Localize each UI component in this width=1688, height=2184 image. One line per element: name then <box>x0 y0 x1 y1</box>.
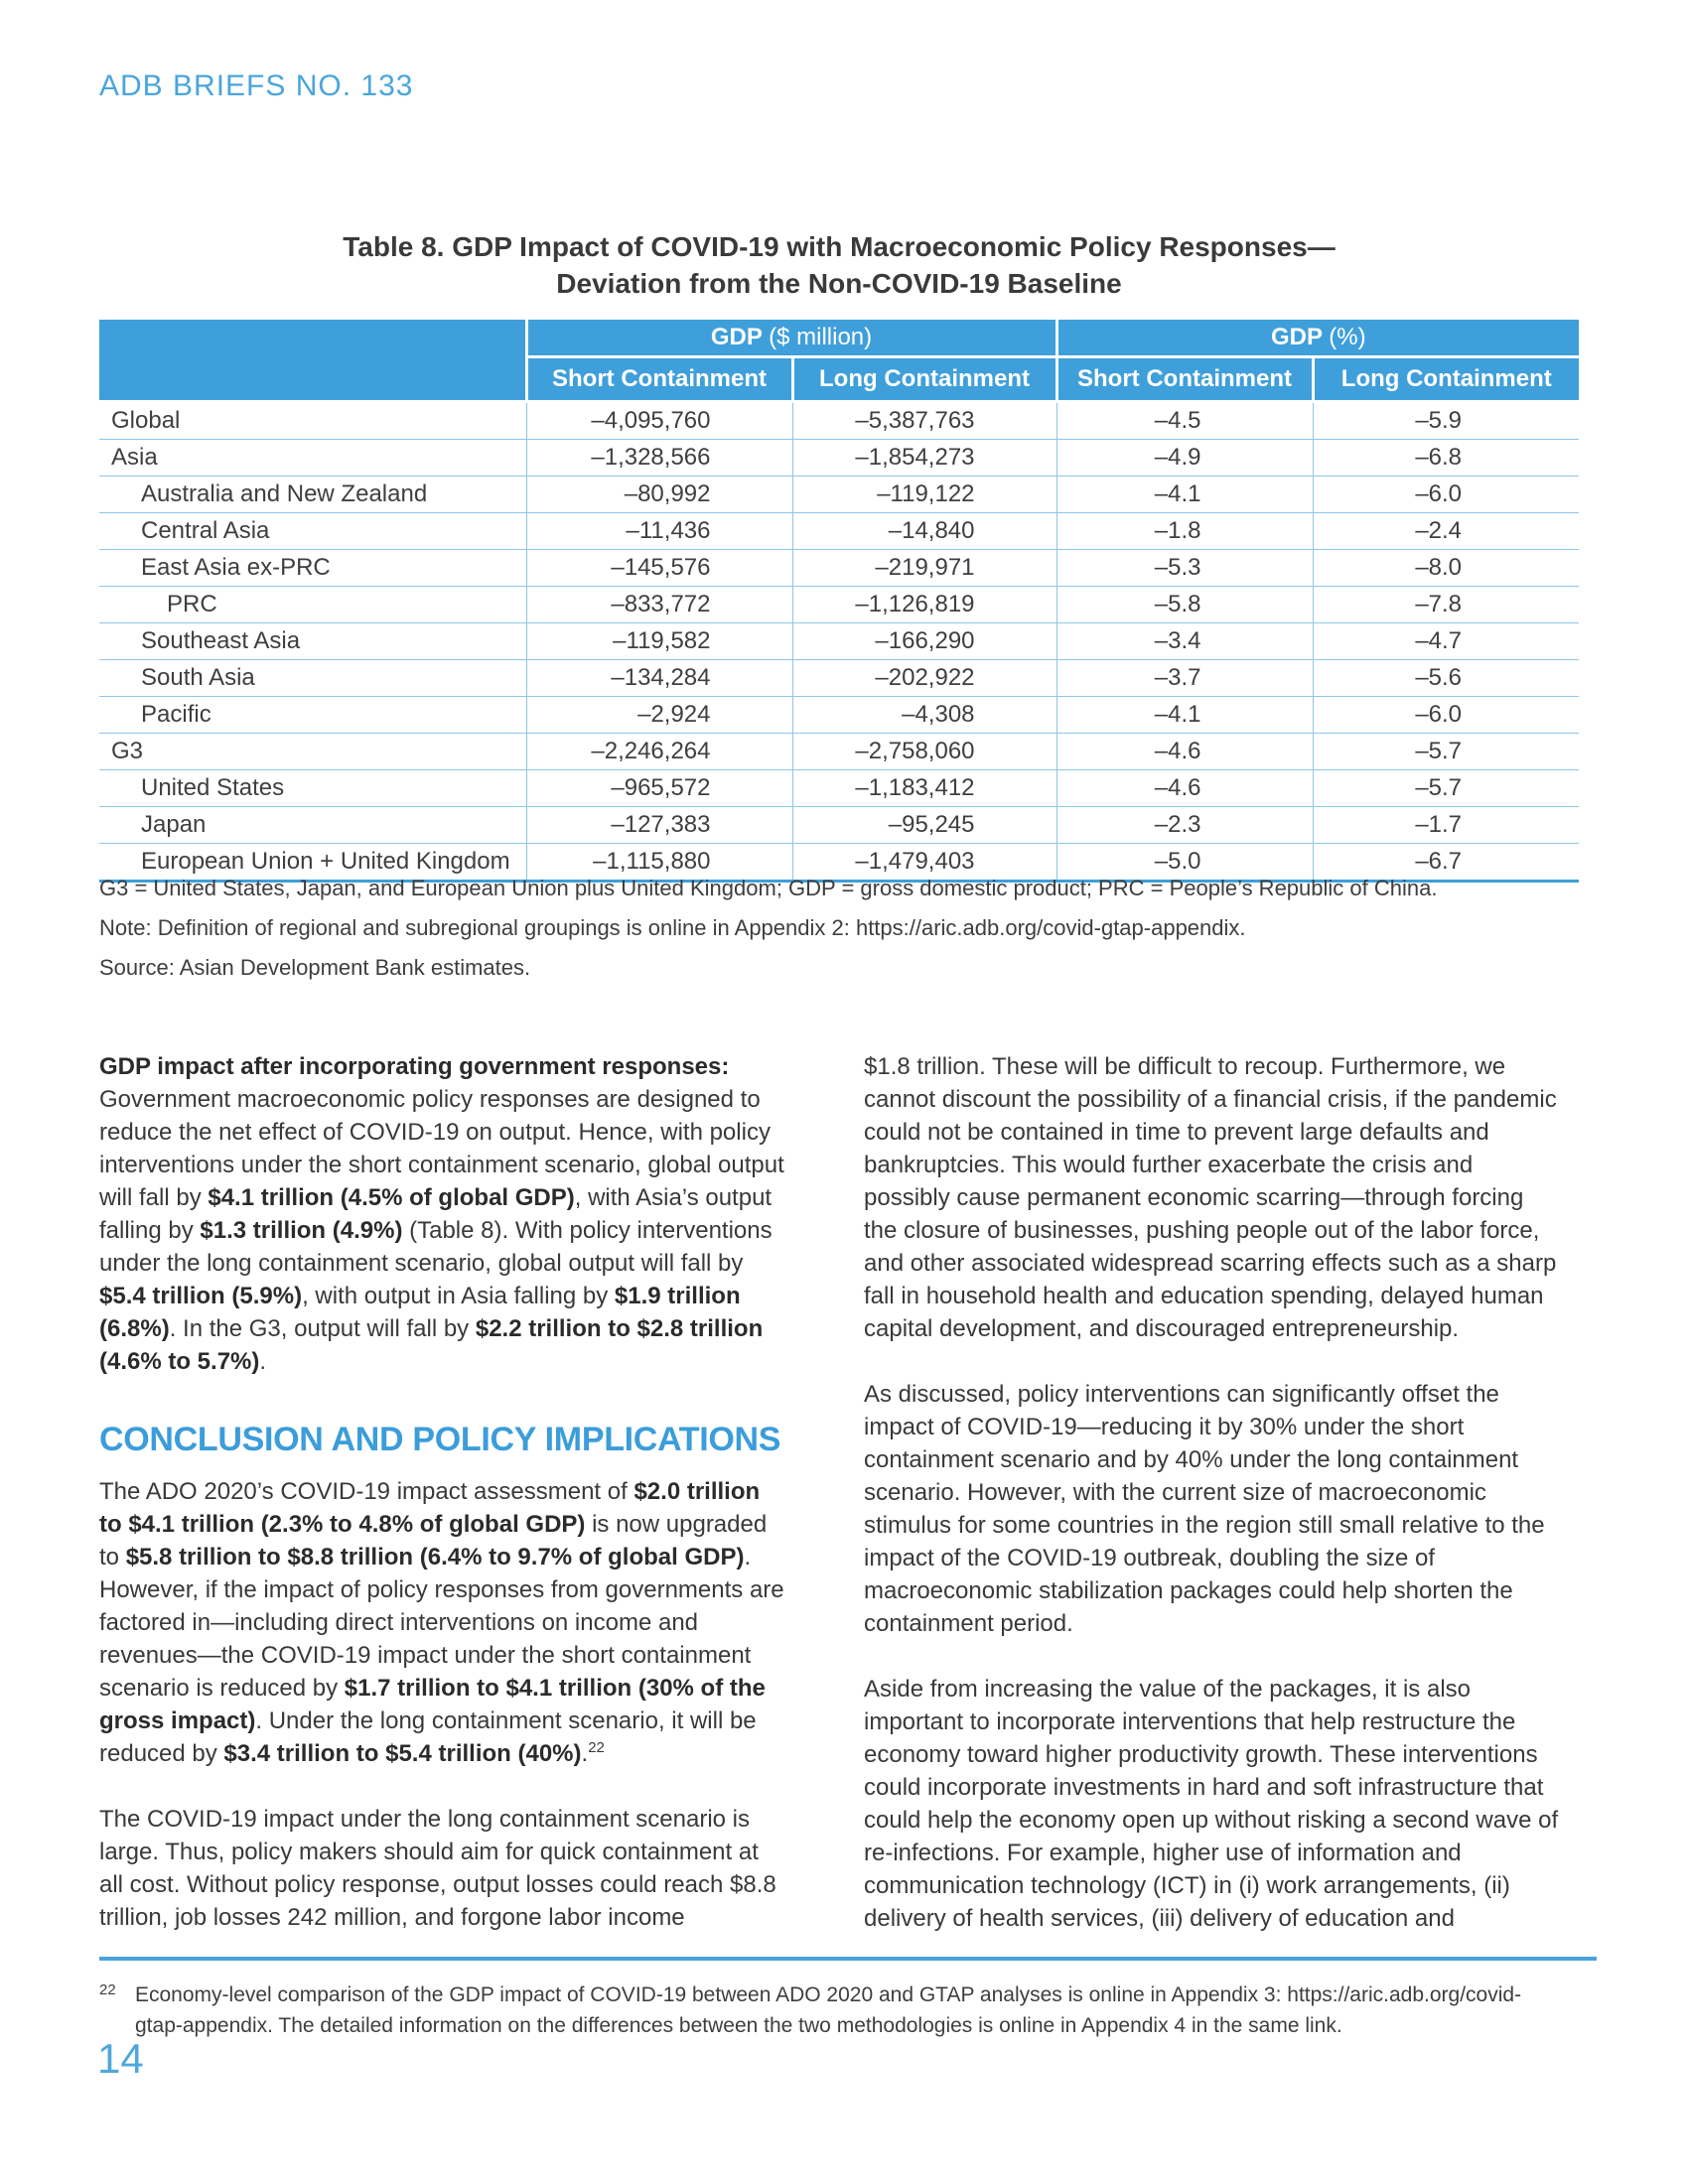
cell-value: –6.7 <box>1313 844 1579 882</box>
bold-run: $1.7 trillion to $4.1 trillion (30% of the gross impact) <box>99 1675 766 1734</box>
table-row <box>99 807 1579 844</box>
cell-value: –4.1 <box>1056 697 1313 734</box>
cell-value: –5.0 <box>1056 844 1313 882</box>
table-footnotes <box>99 876 1579 995</box>
footnote-reference: 22 <box>588 1739 605 1756</box>
cell-value: –8.0 <box>1313 550 1579 587</box>
text-run: (%) <box>1329 324 1366 350</box>
column-group-gdp-percent <box>1056 320 1579 357</box>
cell-region: PRC <box>99 587 526 623</box>
bold-run: $1.3 trillion (4.9%) <box>200 1217 403 1244</box>
cell-region: United States <box>99 770 526 807</box>
cell-value: –5.7 <box>1313 770 1579 807</box>
cell-value: –6.0 <box>1313 697 1579 734</box>
gdp-impact-table <box>99 320 1579 883</box>
cell-value: –4,308 <box>792 697 1056 734</box>
cell-value: –6.8 <box>1313 440 1579 477</box>
paragraph-gdp-impact <box>99 1050 786 1378</box>
cell-value: –202,922 <box>792 660 1056 697</box>
column-header-short-containment-million: Short Containment <box>526 357 792 402</box>
table-row <box>99 770 1579 807</box>
text-run: . Under the long containment scenario, it will be reduced by <box>99 1707 757 1767</box>
cell-value: –4.6 <box>1056 770 1313 807</box>
table-row <box>99 697 1579 734</box>
cell-value: –1,183,412 <box>792 770 1056 807</box>
cell-value: –833,772 <box>526 587 792 623</box>
cell-value: –5.9 <box>1313 402 1579 440</box>
cell-value: –80,992 <box>526 477 792 513</box>
cell-region: Central Asia <box>99 513 526 550</box>
cell-value: –119,582 <box>526 623 792 660</box>
cell-value: –3.7 <box>1056 660 1313 697</box>
bold-run: GDP impact after incorporating government responses: <box>99 1053 730 1080</box>
column-header-long-containment-percent: Long Containment <box>1313 357 1579 402</box>
cell-value: –134,284 <box>526 660 792 697</box>
cell-value: –5.3 <box>1056 550 1313 587</box>
text-run: ($ million) <box>769 324 873 350</box>
text-run: , with output in Asia falling by <box>302 1283 615 1309</box>
cell-region: European Union + United Kingdom <box>99 844 526 882</box>
cell-value: –119,122 <box>792 477 1056 513</box>
body-columns <box>99 1050 1559 1968</box>
bold-run: $2.2 trillion to $2.8 trillion (4.6% to 5.7%) <box>99 1315 764 1375</box>
bold-run: $3.4 trillion to $5.4 trillion (40%) <box>223 1740 582 1767</box>
footnote-text: Economy-level comparison of the GDP impact of COVID-19 between ADO 2020 and GTAP analyses is online in Appendix 3: https://aric.adb.org/covid-gtap-appendix. The detailed information on the differences between the two methodologies is online in Appendix 4 in the same link. <box>135 1983 1522 2037</box>
cell-value: –965,572 <box>526 770 792 807</box>
cell-value: –145,576 <box>526 550 792 587</box>
text-run: Government macroeconomic policy responses are designed to reduce the net effect of COVID-19 on output. Hence, with policy interventions under the short containment scenario, global output will fall by <box>99 1086 784 1211</box>
bold-run: $4.1 trillion (4.5% of global GDP) <box>208 1184 575 1211</box>
section-heading-conclusion: CONCLUSION AND POLICY IMPLICATIONS <box>99 1421 781 1458</box>
cell-value: –4.7 <box>1313 623 1579 660</box>
right-column <box>864 1050 1559 1968</box>
cell-value: –4.5 <box>1056 402 1313 440</box>
paragraph-right-1: $1.8 trillion. These will be difficult to recoup. Furthermore, we cannot discount the possibility of a financial crisis, if the pandemic could not be contained in time to prevent large defaults and bankruptcies. This would further exacerbate the crisis and possibly cause permanent economic scarring—through forcing the closure of businesses, pushing people out of the labor force, and other associated widespread scarring effects such as a sharp fall in household health and education spending, delayed human capital development, and discouraged entrepreneurship. <box>864 1053 1557 1342</box>
cell-value: –11,436 <box>526 513 792 550</box>
cell-value: –3.4 <box>1056 623 1313 660</box>
text-run: . <box>259 1348 267 1375</box>
text-run: . However, if the impact of policy responses from governments are factored in—including direct interventions on income and revenues—the COVID-19 impact under the short containment scenario is reduced by <box>99 1544 784 1702</box>
cell-value: –4,095,760 <box>526 402 792 440</box>
column-group-gdp-million <box>526 320 1056 357</box>
cell-region: Global <box>99 402 526 440</box>
bold-run: $2.0 trillion to $4.1 trillion (2.3% to 4.8% of global GDP) <box>99 1478 761 1538</box>
cell-value: –1,479,403 <box>792 844 1056 882</box>
column-header-short-containment-percent: Short Containment <box>1056 357 1313 402</box>
text-run: . In the G3, output will fall by <box>169 1315 476 1342</box>
table-footnote: Source: Asian Development Bank estimates. <box>99 955 531 980</box>
bold-run: $5.4 trillion (5.9%) <box>99 1283 303 1309</box>
cell-value: –4.9 <box>1056 440 1313 477</box>
table-title <box>99 228 1579 302</box>
text-run: , with Asia’s output falling by <box>99 1184 773 1244</box>
cell-value: –127,383 <box>526 807 792 844</box>
cell-region: G3 <box>99 734 526 770</box>
cell-value: –7.8 <box>1313 587 1579 623</box>
cell-value: –4.1 <box>1056 477 1313 513</box>
cell-value: –95,245 <box>792 807 1056 844</box>
bold-run: GDP <box>710 324 770 350</box>
cell-value: –14,840 <box>792 513 1056 550</box>
bold-run: $1.9 trillion (6.8%) <box>99 1283 741 1342</box>
cell-value: –5,387,763 <box>792 402 1056 440</box>
cell-value: –5.8 <box>1056 587 1313 623</box>
text-run: is now upgraded to <box>99 1511 768 1570</box>
table-row <box>99 623 1579 660</box>
table-row <box>99 734 1579 770</box>
cell-value: –5.6 <box>1313 660 1579 697</box>
table-title-line2: Deviation from the Non-COVID-19 Baseline <box>556 268 1122 299</box>
cell-region: Asia <box>99 440 526 477</box>
table-row <box>99 513 1579 550</box>
cell-value: –2.3 <box>1056 807 1313 844</box>
cell-region: East Asia ex-PRC <box>99 550 526 587</box>
footnote-number: 22 <box>99 1981 116 1998</box>
table-row <box>99 587 1579 623</box>
cell-region: Southeast Asia <box>99 623 526 660</box>
table-row <box>99 402 1579 440</box>
cell-region: Pacific <box>99 697 526 734</box>
cell-value: –1,854,273 <box>792 440 1056 477</box>
cell-value: –1,328,566 <box>526 440 792 477</box>
table-row <box>99 660 1579 697</box>
cell-value: –1.8 <box>1056 513 1313 550</box>
table-corner-cell <box>99 320 526 402</box>
cell-value: –166,290 <box>792 623 1056 660</box>
table-row <box>99 440 1579 477</box>
table-body <box>99 402 1579 882</box>
cell-value: –2,246,264 <box>526 734 792 770</box>
text-run: (Table 8). With policy interventions under the long containment scenario, global output will fall by <box>99 1217 773 1277</box>
cell-value: –4.6 <box>1056 734 1313 770</box>
bold-run: GDP <box>1270 324 1330 350</box>
paragraph-right-3: Aside from increasing the value of the packages, it is also important to incorporate interventions that help restructure the economy toward higher productivity growth. These interventions could incorporate investments in hard and soft infrastructure that could help the economy open up without risking a second wave of re-infections. For example, higher use of information and communication technology (ICT) in (i) work arrangements, (ii) delivery of health services, (iii) delivery of education and <box>864 1676 1559 1932</box>
paragraph-conclusion-2: The COVID-19 impact under the long containment scenario is large. Thus, policy makers should aim for quick containment at all cost. Without policy response, output losses could reach $8.8 trillion, job losses 242 million, and forgone labor income <box>99 1806 776 1931</box>
cell-value: –6.0 <box>1313 477 1579 513</box>
cell-value: –1,126,819 <box>792 587 1056 623</box>
table-footnote: G3 = United States, Japan, and European Union plus United Kingdom; GDP = gross domestic product; PRC = People’s Republic of China. <box>99 876 1438 900</box>
footnote-divider <box>99 1957 1597 1961</box>
cell-region: South Asia <box>99 660 526 697</box>
cell-region: Japan <box>99 807 526 844</box>
cell-value: –1,115,880 <box>526 844 792 882</box>
page-number: 14 <box>97 2035 144 2082</box>
cell-region: Australia and New Zealand <box>99 477 526 513</box>
cell-value: –1.7 <box>1313 807 1579 844</box>
column-header-long-containment-million: Long Containment <box>792 357 1056 402</box>
text-run: . <box>581 1740 589 1767</box>
cell-value: –2.4 <box>1313 513 1579 550</box>
table-row <box>99 477 1579 513</box>
footnote-22 <box>99 1979 1567 2041</box>
publication-header: ADB BRIEFS NO. 133 <box>99 69 414 102</box>
table-header <box>99 320 1579 402</box>
paragraph-right-2: As discussed, policy interventions can significantly offset the impact of COVID-19—reducing it by 30% under the short containment scenario and by 40% under the long containment scenario. However, with the current size of macroeconomic stimulus for some countries in the region still small relative to the impact of the COVID-19 outbreak, doubling the size of macroeconomic stabilization packages could help shorten the containment period. <box>864 1381 1545 1637</box>
table-row <box>99 550 1579 587</box>
text-run: The ADO 2020’s COVID-19 impact assessment of <box>99 1478 634 1505</box>
bold-run: $5.8 trillion to $8.8 trillion (6.4% to 9.7% of global GDP) <box>125 1544 745 1570</box>
table-title-line1: Table 8. GDP Impact of COVID-19 with Macroeconomic Policy Responses— <box>343 231 1336 262</box>
cell-value: –2,758,060 <box>792 734 1056 770</box>
cell-value: –219,971 <box>792 550 1056 587</box>
table-footnote: Note: Definition of regional and subregional groupings is online in Appendix 2: https://aric.adb.org/covid-gtap-appendix. <box>99 915 1246 940</box>
left-column <box>99 1050 786 1968</box>
paragraph-conclusion-1 <box>99 1475 786 1770</box>
cell-value: –5.7 <box>1313 734 1579 770</box>
cell-value: –2,924 <box>526 697 792 734</box>
